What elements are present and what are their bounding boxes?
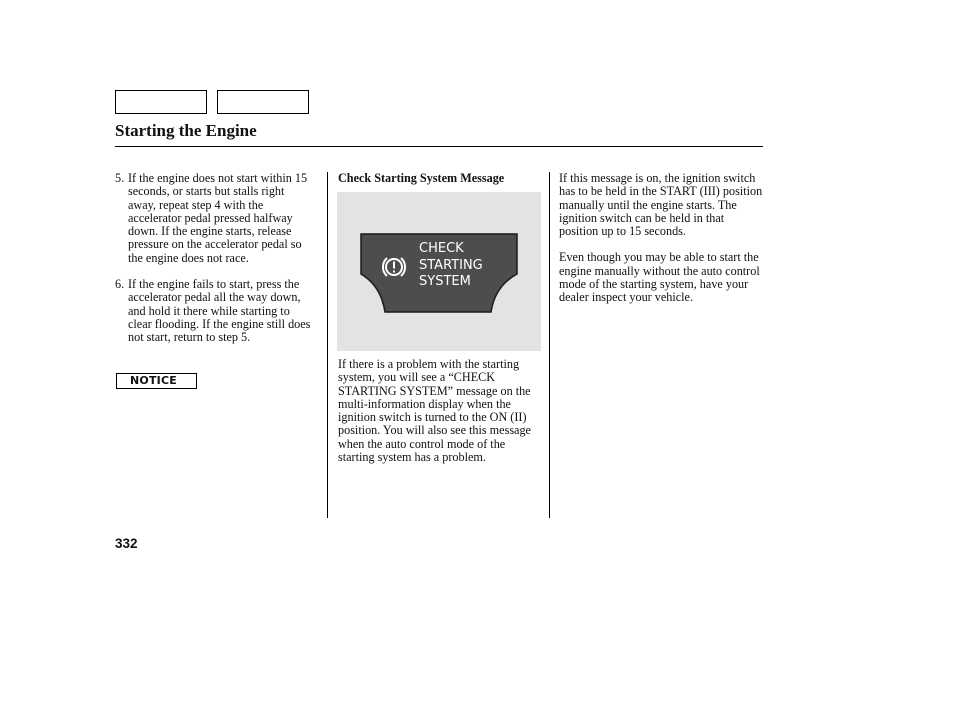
display-line: STARTING: [419, 257, 483, 273]
left-column: [115, 172, 315, 345]
step-text: If the engine fails to start, press the accelerator pedal all the way down, and hold it there while starting to clear flooding. If the engine still does not start, return to step 5.: [128, 277, 311, 345]
notice-label: NOTICE: [116, 373, 197, 389]
step-item-6: [115, 278, 315, 344]
step-item-5: [115, 172, 315, 265]
step-number: 6.: [115, 277, 125, 292]
title-divider: [115, 146, 763, 147]
middle-body: [338, 358, 538, 464]
nav-tab-box-1[interactable]: [115, 90, 207, 114]
page-title: Starting the Engine: [115, 121, 257, 140]
page-number: 332: [115, 536, 138, 551]
display-line: CHECK: [419, 241, 464, 256]
alert-icon: [378, 251, 410, 283]
right-paragraph-2: Even though you may be able to start the engine manually without the auto control mode of the starting system, have your dealer inspect your vehicle.: [559, 250, 760, 305]
step-number: 5.: [115, 171, 125, 185]
middle-column: [338, 172, 543, 185]
step-text: If the engine does not start within 15 seconds, or starts but stalls right away, repeat step 4 with the accelerator pedal pressed halfway down. If the engine starts, release pressure on the accelerator pedal so the engine does not race.: [128, 171, 308, 265]
right-column: [559, 172, 764, 305]
section-heading: Check Starting System Message: [338, 171, 505, 185]
display-line: SYSTEM: [419, 274, 471, 289]
right-paragraph-1: If this message is on, the ignition switch has to be held in the START (III) position manually until the engine starts. The ignition switch can be held in that position up to 15 seconds.: [559, 171, 763, 239]
middle-body-text: If there is a problem with the starting system, you will see a “CHECK STARTING SYSTEM” message on the multi-information display when the ignition switch is turned to the ON (II) position. You will also see this message when the auto control mode of the starting system has a problem.: [338, 357, 531, 465]
column-divider-1: [327, 172, 328, 518]
column-divider-2: [549, 172, 550, 518]
display-illustration: [337, 192, 541, 351]
display-message: [419, 241, 483, 291]
nav-tab-box-2[interactable]: [217, 90, 309, 114]
